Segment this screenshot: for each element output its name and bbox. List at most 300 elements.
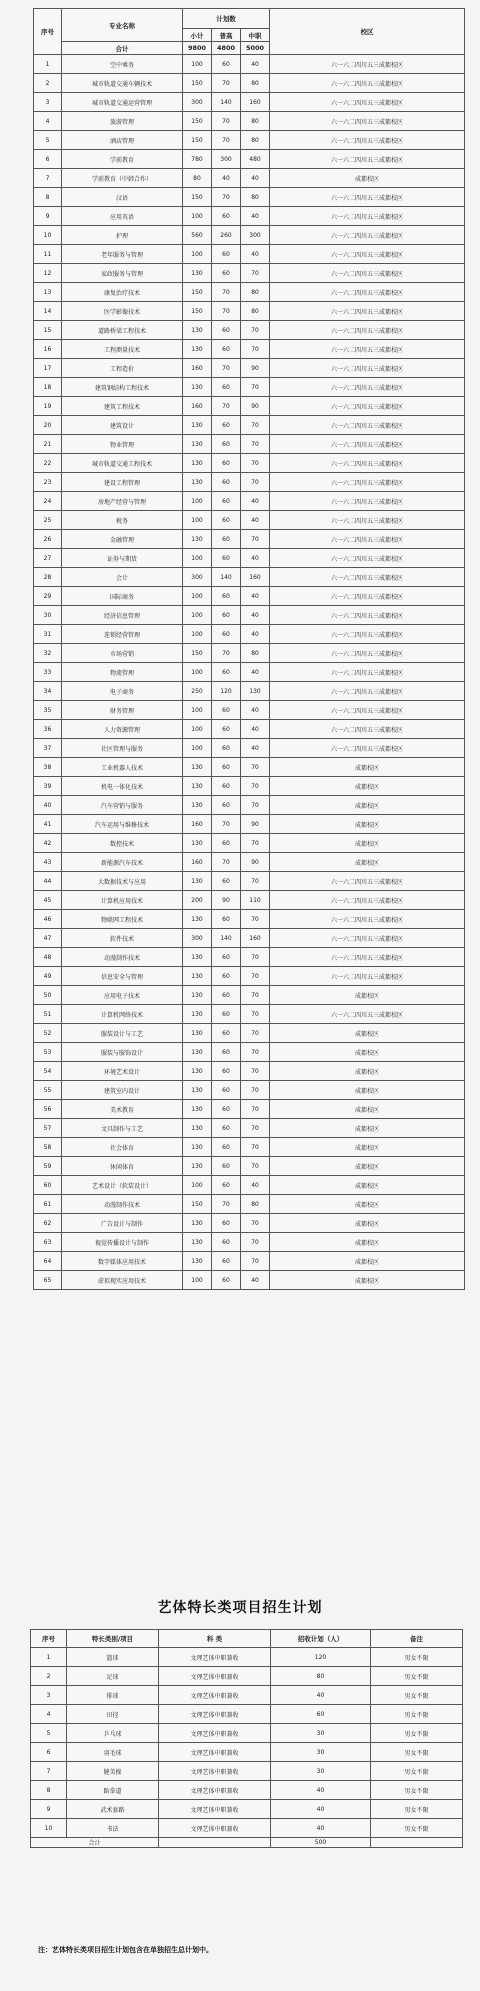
art-row-category: 篮球 [67, 1648, 159, 1667]
row-campus: 成都校区 [270, 986, 465, 1005]
art-table-row [31, 1705, 463, 1724]
plan-table-row [34, 549, 465, 568]
art-row-subject: 文理艺体中职兼收 [159, 1819, 271, 1838]
row-no: 24 [34, 492, 62, 511]
row-vocational: 40 [241, 492, 270, 511]
row-major: 税务 [62, 511, 183, 530]
row-vocational: 70 [241, 321, 270, 340]
row-vocational: 70 [241, 1252, 270, 1271]
row-major: 环境艺术设计 [62, 1062, 183, 1081]
plan-table-row [34, 1252, 465, 1271]
row-no: 4 [34, 112, 62, 131]
row-no: 52 [34, 1024, 62, 1043]
row-subtotal: 130 [183, 435, 212, 454]
plan-table-row [34, 796, 465, 815]
row-campus: 成都校区 [270, 1214, 465, 1233]
art-sports-plan-table [30, 1629, 463, 1848]
row-subtotal: 130 [183, 986, 212, 1005]
row-major: 艺术设计（软装设计） [62, 1176, 183, 1195]
art-header-no: 序号 [31, 1630, 67, 1648]
row-general-hs: 60 [212, 1062, 241, 1081]
row-campus: 六一六二四川五三成都校区 [270, 682, 465, 701]
row-general-hs: 300 [212, 150, 241, 169]
plan-table-body [34, 55, 465, 1290]
row-campus: 成都校区 [270, 1176, 465, 1195]
row-subtotal: 130 [183, 1043, 212, 1062]
row-campus: 成都校区 [270, 834, 465, 853]
row-general-hs: 60 [212, 986, 241, 1005]
row-general-hs: 60 [212, 492, 241, 511]
row-general-hs: 60 [212, 625, 241, 644]
row-subtotal: 100 [183, 492, 212, 511]
row-major: 物业管理 [62, 435, 183, 454]
row-campus: 六一六二四川五三成都校区 [270, 264, 465, 283]
row-no: 3 [34, 93, 62, 112]
row-no: 28 [34, 568, 62, 587]
row-no: 23 [34, 473, 62, 492]
art-table-row [31, 1648, 463, 1667]
row-vocational: 80 [241, 302, 270, 321]
plan-table-row [34, 245, 465, 264]
row-general-hs: 60 [212, 340, 241, 359]
row-general-hs: 60 [212, 549, 241, 568]
row-general-hs: 60 [212, 321, 241, 340]
row-campus: 成都校区 [270, 1157, 465, 1176]
row-vocational: 40 [241, 207, 270, 226]
row-vocational: 70 [241, 1024, 270, 1043]
art-row-no: 8 [31, 1781, 67, 1800]
row-subtotal: 130 [183, 1062, 212, 1081]
row-general-hs: 60 [212, 720, 241, 739]
row-subtotal: 130 [183, 454, 212, 473]
row-major: 动漫制作技术 [62, 948, 183, 967]
row-vocational: 70 [241, 264, 270, 283]
art-table-body [31, 1648, 463, 1838]
art-row-subject: 文理艺体中职兼收 [159, 1686, 271, 1705]
row-campus: 六一六二四川五三成都校区 [270, 55, 465, 74]
row-no: 5 [34, 131, 62, 150]
row-subtotal: 130 [183, 796, 212, 815]
art-table-header [31, 1630, 463, 1648]
row-vocational: 40 [241, 245, 270, 264]
art-row-remark: 男女不限 [371, 1762, 463, 1781]
row-no: 58 [34, 1138, 62, 1157]
row-campus: 六一六二四川五三成都校区 [270, 739, 465, 758]
plan-table-row [34, 682, 465, 701]
row-no: 34 [34, 682, 62, 701]
row-subtotal: 100 [183, 720, 212, 739]
row-major: 数控技术 [62, 834, 183, 853]
row-vocational: 40 [241, 720, 270, 739]
row-campus: 六一六二四川五三成都校区 [270, 112, 465, 131]
art-row-subject: 文理艺体中职兼收 [159, 1762, 271, 1781]
row-no: 45 [34, 891, 62, 910]
row-general-hs: 140 [212, 93, 241, 112]
art-row-no: 9 [31, 1800, 67, 1819]
art-table-row [31, 1762, 463, 1781]
row-vocational: 70 [241, 1233, 270, 1252]
row-general-hs: 70 [212, 853, 241, 872]
row-major: 证券与期货 [62, 549, 183, 568]
row-vocational: 80 [241, 74, 270, 93]
row-campus: 六一六二四川五三成都校区 [270, 454, 465, 473]
row-no: 25 [34, 511, 62, 530]
row-campus: 六一六二四川五三成都校区 [270, 929, 465, 948]
row-subtotal: 80 [183, 169, 212, 188]
row-campus: 六一六二四川五三成都校区 [270, 549, 465, 568]
row-no: 54 [34, 1062, 62, 1081]
row-general-hs: 60 [212, 1214, 241, 1233]
art-total-empty [159, 1838, 271, 1848]
row-vocational: 80 [241, 112, 270, 131]
row-major: 物联网工程技术 [62, 910, 183, 929]
plan-table-row [34, 625, 465, 644]
row-campus: 成都校区 [270, 777, 465, 796]
row-no: 55 [34, 1081, 62, 1100]
row-vocational: 80 [241, 644, 270, 663]
art-header-category: 特长类别/项目 [67, 1630, 159, 1648]
row-subtotal: 100 [183, 245, 212, 264]
row-general-hs: 60 [212, 55, 241, 74]
total-vocational: 5000 [241, 42, 270, 55]
art-row-category: 田径 [67, 1705, 159, 1724]
art-row-category: 健美操 [67, 1762, 159, 1781]
row-no: 32 [34, 644, 62, 663]
row-major: 服装设计与工艺 [62, 1024, 183, 1043]
row-no: 65 [34, 1271, 62, 1290]
row-major: 财务管理 [62, 701, 183, 720]
row-major: 城市轨道交通工程技术 [62, 454, 183, 473]
row-subtotal: 560 [183, 226, 212, 245]
art-row-no: 7 [31, 1762, 67, 1781]
art-row-plan: 30 [271, 1743, 371, 1762]
row-major: 老年服务与管理 [62, 245, 183, 264]
plan-table-row [34, 967, 465, 986]
plan-table-row [34, 948, 465, 967]
row-general-hs: 70 [212, 359, 241, 378]
art-row-plan: 40 [271, 1686, 371, 1705]
header-vocational: 中职 [241, 29, 270, 42]
row-major: 工业机器人技术 [62, 758, 183, 777]
row-subtotal: 100 [183, 511, 212, 530]
row-no: 57 [34, 1119, 62, 1138]
row-campus: 六一六二四川五三成都校区 [270, 340, 465, 359]
row-general-hs: 60 [212, 606, 241, 625]
plan-table-row [34, 226, 465, 245]
row-campus: 六一六二四川五三成都校区 [270, 473, 465, 492]
row-campus: 六一六二四川五三成都校区 [270, 74, 465, 93]
row-subtotal: 300 [183, 93, 212, 112]
row-general-hs: 120 [212, 682, 241, 701]
plan-table-row [34, 834, 465, 853]
row-subtotal: 130 [183, 834, 212, 853]
row-vocational: 70 [241, 1043, 270, 1062]
art-row-no: 6 [31, 1743, 67, 1762]
row-campus: 成都校区 [270, 1195, 465, 1214]
row-campus: 六一六二四川五三成都校区 [270, 606, 465, 625]
row-major: 文具制作与工艺 [62, 1119, 183, 1138]
plan-table-row [34, 1043, 465, 1062]
art-row-remark: 男女不限 [371, 1800, 463, 1819]
row-vocational: 40 [241, 55, 270, 74]
row-no: 59 [34, 1157, 62, 1176]
art-plan-note: 注：艺体特长类项目招生计划包含在单独招生总计划中。 [38, 1946, 213, 1954]
plan-table-row [34, 568, 465, 587]
row-general-hs: 70 [212, 644, 241, 663]
art-row-category: 足球 [67, 1667, 159, 1686]
row-campus: 六一六二四川五三成都校区 [270, 283, 465, 302]
row-vocational: 70 [241, 435, 270, 454]
row-major: 酒店管理 [62, 131, 183, 150]
plan-table-row [34, 511, 465, 530]
row-major: 建设工程管理 [62, 473, 183, 492]
row-general-hs: 60 [212, 834, 241, 853]
row-campus: 六一六二四川五三成都校区 [270, 302, 465, 321]
row-no: 13 [34, 283, 62, 302]
row-campus: 成都校区 [270, 1138, 465, 1157]
row-general-hs: 70 [212, 131, 241, 150]
row-major: 康复治疗技术 [62, 283, 183, 302]
row-general-hs: 60 [212, 416, 241, 435]
row-vocational: 110 [241, 891, 270, 910]
row-no: 19 [34, 397, 62, 416]
row-subtotal: 100 [183, 625, 212, 644]
row-campus: 六一六二四川五三成都校区 [270, 891, 465, 910]
row-no: 61 [34, 1195, 62, 1214]
row-vocational: 480 [241, 150, 270, 169]
plan-table-row [34, 1271, 465, 1290]
row-subtotal: 150 [183, 112, 212, 131]
art-row-subject: 文理艺体中职兼收 [159, 1705, 271, 1724]
art-row-remark: 男女不限 [371, 1705, 463, 1724]
row-major: 经济信息管理 [62, 606, 183, 625]
row-vocational: 70 [241, 1081, 270, 1100]
row-campus: 成都校区 [270, 853, 465, 872]
row-general-hs: 70 [212, 1195, 241, 1214]
row-no: 51 [34, 1005, 62, 1024]
row-major: 电子商务 [62, 682, 183, 701]
row-subtotal: 100 [183, 701, 212, 720]
row-subtotal: 130 [183, 1233, 212, 1252]
row-major: 旅游管理 [62, 112, 183, 131]
art-table-row [31, 1686, 463, 1705]
row-general-hs: 60 [212, 587, 241, 606]
row-subtotal: 130 [183, 948, 212, 967]
row-campus: 六一六二四川五三成都校区 [270, 150, 465, 169]
row-vocational: 40 [241, 663, 270, 682]
plan-table-row [34, 663, 465, 682]
row-no: 11 [34, 245, 62, 264]
plan-table-row [34, 1024, 465, 1043]
art-row-subject: 文理艺体中职兼收 [159, 1743, 271, 1762]
row-vocational: 70 [241, 758, 270, 777]
plan-table-row [34, 720, 465, 739]
row-general-hs: 60 [212, 1176, 241, 1195]
row-no: 44 [34, 872, 62, 891]
row-major: 医学影像技术 [62, 302, 183, 321]
row-general-hs: 70 [212, 283, 241, 302]
row-subtotal: 130 [183, 1081, 212, 1100]
row-no: 33 [34, 663, 62, 682]
row-vocational: 160 [241, 93, 270, 112]
row-vocational: 70 [241, 473, 270, 492]
row-major: 美术教育 [62, 1100, 183, 1119]
row-major: 数字媒体应用技术 [62, 1252, 183, 1271]
plan-table-row [34, 302, 465, 321]
enrollment-plan-table [33, 8, 465, 1290]
plan-table-row [34, 701, 465, 720]
row-vocational: 40 [241, 511, 270, 530]
art-row-plan: 40 [271, 1819, 371, 1838]
row-vocational: 40 [241, 1176, 270, 1195]
row-campus: 六一六二四川五三成都校区 [270, 188, 465, 207]
header-plan-count: 计划数 [183, 9, 270, 29]
row-campus: 六一六二四川五三成都校区 [270, 245, 465, 264]
art-row-plan: 30 [271, 1724, 371, 1743]
row-general-hs: 60 [212, 910, 241, 929]
row-major: 市场营销 [62, 644, 183, 663]
row-campus: 成都校区 [270, 1252, 465, 1271]
row-no: 2 [34, 74, 62, 93]
row-vocational: 70 [241, 967, 270, 986]
art-row-plan: 40 [271, 1781, 371, 1800]
row-vocational: 160 [241, 568, 270, 587]
row-major: 视觉传播设计与制作 [62, 1233, 183, 1252]
row-no: 39 [34, 777, 62, 796]
row-campus: 六一六二四川五三成都校区 [270, 378, 465, 397]
plan-table-row [34, 777, 465, 796]
plan-table-row [34, 74, 465, 93]
row-no: 9 [34, 207, 62, 226]
row-vocational: 70 [241, 986, 270, 1005]
row-campus: 六一六二四川五三成都校区 [270, 701, 465, 720]
header-general-hs: 普高 [212, 29, 241, 42]
art-row-category: 乒乓球 [67, 1724, 159, 1743]
row-no: 18 [34, 378, 62, 397]
row-vocational: 70 [241, 1100, 270, 1119]
row-general-hs: 60 [212, 1005, 241, 1024]
row-vocational: 40 [241, 587, 270, 606]
row-subtotal: 150 [183, 283, 212, 302]
row-no: 38 [34, 758, 62, 777]
row-vocational: 130 [241, 682, 270, 701]
row-campus: 成都校区 [270, 1119, 465, 1138]
row-vocational: 90 [241, 815, 270, 834]
row-campus: 成都校区 [270, 1043, 465, 1062]
row-subtotal: 100 [183, 663, 212, 682]
row-major: 工程测量技术 [62, 340, 183, 359]
row-major: 会计 [62, 568, 183, 587]
row-vocational: 40 [241, 701, 270, 720]
row-major: 信息安全与管理 [62, 967, 183, 986]
row-no: 64 [34, 1252, 62, 1271]
row-general-hs: 60 [212, 739, 241, 758]
art-row-plan: 60 [271, 1705, 371, 1724]
row-no: 36 [34, 720, 62, 739]
plan-table-row [34, 1100, 465, 1119]
art-row-remark: 男女不限 [371, 1724, 463, 1743]
row-vocational: 80 [241, 283, 270, 302]
row-vocational: 90 [241, 853, 270, 872]
art-row-plan: 40 [271, 1800, 371, 1819]
row-general-hs: 60 [212, 1081, 241, 1100]
row-no: 48 [34, 948, 62, 967]
art-table-row [31, 1800, 463, 1819]
row-general-hs: 60 [212, 948, 241, 967]
row-vocational: 90 [241, 397, 270, 416]
row-subtotal: 100 [183, 587, 212, 606]
art-table-row [31, 1743, 463, 1762]
row-vocational: 300 [241, 226, 270, 245]
plan-table-row [34, 340, 465, 359]
row-major: 人力资源管理 [62, 720, 183, 739]
row-subtotal: 100 [183, 1176, 212, 1195]
row-major: 休闲体育 [62, 1157, 183, 1176]
row-general-hs: 60 [212, 264, 241, 283]
plan-table-row [34, 378, 465, 397]
art-row-no: 4 [31, 1705, 67, 1724]
row-no: 46 [34, 910, 62, 929]
art-row-category: 书法 [67, 1819, 159, 1838]
row-subtotal: 130 [183, 1024, 212, 1043]
row-vocational: 40 [241, 549, 270, 568]
row-general-hs: 60 [212, 1271, 241, 1290]
row-vocational: 70 [241, 378, 270, 397]
row-general-hs: 60 [212, 777, 241, 796]
row-vocational: 70 [241, 1214, 270, 1233]
row-no: 43 [34, 853, 62, 872]
row-no: 40 [34, 796, 62, 815]
plan-table-row [34, 815, 465, 834]
row-general-hs: 60 [212, 207, 241, 226]
row-campus: 成都校区 [270, 1081, 465, 1100]
row-major: 物流管理 [62, 663, 183, 682]
row-campus: 六一六二四川五三成都校区 [270, 644, 465, 663]
art-row-remark: 男女不限 [371, 1686, 463, 1705]
row-general-hs: 60 [212, 701, 241, 720]
row-general-hs: 60 [212, 1100, 241, 1119]
row-subtotal: 100 [183, 1271, 212, 1290]
row-major: 学前教育（中韩合作） [62, 169, 183, 188]
row-major: 城市轨道交通车辆技术 [62, 74, 183, 93]
art-row-category: 排球 [67, 1686, 159, 1705]
row-subtotal: 130 [183, 872, 212, 891]
plan-table-row [34, 435, 465, 454]
plan-table-row [34, 910, 465, 929]
row-subtotal: 100 [183, 207, 212, 226]
row-general-hs: 60 [212, 473, 241, 492]
row-no: 49 [34, 967, 62, 986]
row-vocational: 70 [241, 796, 270, 815]
row-general-hs: 60 [212, 1157, 241, 1176]
row-campus: 六一六二四川五三成都校区 [270, 131, 465, 150]
row-campus: 六一六二四川五三成都校区 [270, 226, 465, 245]
row-subtotal: 160 [183, 853, 212, 872]
art-section-title: 艺体特长类项目招生计划 [157, 1600, 323, 1616]
row-campus: 六一六二四川五三成都校区 [270, 492, 465, 511]
row-campus: 六一六二四川五三成都校区 [270, 397, 465, 416]
row-subtotal: 130 [183, 1005, 212, 1024]
row-major: 机电一体化技术 [62, 777, 183, 796]
plan-table-row [34, 1157, 465, 1176]
plan-table-row [34, 416, 465, 435]
row-subtotal: 100 [183, 606, 212, 625]
plan-table-row [34, 739, 465, 758]
row-general-hs: 60 [212, 378, 241, 397]
art-row-no: 2 [31, 1667, 67, 1686]
row-no: 63 [34, 1233, 62, 1252]
art-row-category: 跆拳道 [67, 1781, 159, 1800]
